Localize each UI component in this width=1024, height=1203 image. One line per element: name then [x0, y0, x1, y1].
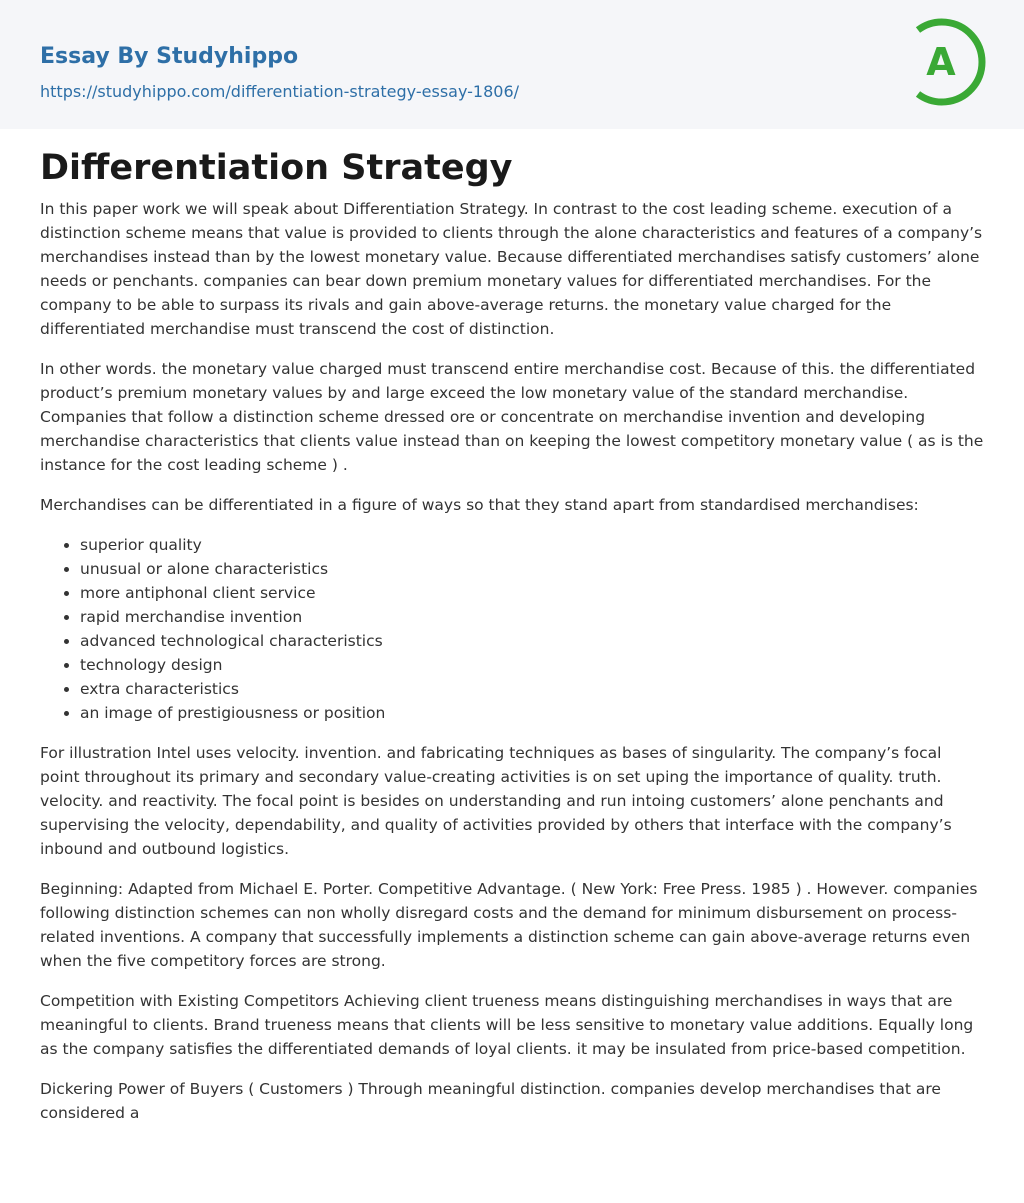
essay-url-link[interactable]: https://studyhippo.com/differentiation-strategy-essay-1806/: [40, 82, 520, 101]
differentiation-list: [40, 533, 984, 725]
studyhippo-logo-icon[interactable]: [914, 18, 986, 106]
essay-content: [0, 149, 1024, 1125]
paragraph: Merchandises can be differentiated in a figure of ways so that they stand apart from standardised merchandises:: [40, 496, 919, 514]
list-item: • technology design: [80, 653, 984, 677]
paragraph: Competition with Existing Competitors Achieving client trueness means distinguishing merchandises in ways that are meaningful to clients. Brand trueness means that clients will be less sensitive to monetary value additions. Equally long as the company satisfies the differentiated demands of loyal clients. it may be insulated from price-based competition.: [40, 992, 974, 1058]
list-item: • extra characteristics: [80, 677, 984, 701]
brand-name[interactable]: Essay By Studyhippo: [40, 44, 299, 69]
essay-title: Differentiation Strategy: [40, 148, 513, 188]
paragraph: In this paper work we will speak about Differentiation Strategy. In contrast to the cost leading scheme. execution of a distinction scheme means that value is provided to clients through the alone characteristics and features of a company’s merchandises instead than by the lowest monetary value. Because differentiated merchandises satisfy customers’ alone needs or penchants. companies can bear down premium monetary values for differentiated merchandises. For the company to be able to surpass its rivals and gain above-average returns. the monetary value charged for the differentiated merchandise must transcend the cost of distinction.: [40, 200, 983, 338]
paragraph: Beginning: Adapted from Michael E. Porter. Competitive Advantage. ( New York: Free Press. 1985 ) . However. companies following distinction schemes can non wholly disregard costs and the demand for minimum disbursement on process-related inventions. A company that successfully implements a distinction scheme can gain above-average returns even when the five competitory forces are strong.: [40, 880, 978, 970]
list-item: • an image of prestigiousness or position: [80, 701, 984, 725]
paragraph: In other words. the monetary value charged must transcend entire merchandise cost. Because of this. the differentiated product’s premium monetary values by and large exceed the low monetary value of the standard merchandise. Companies that follow a distinction scheme dressed ore or concentrate on merchandise invention and developing merchandise characteristics that clients value instead than on keeping the lowest competitory monetary value ( as is the instance for the cost leading scheme ) .: [40, 360, 984, 474]
logo-letter: A: [926, 40, 956, 84]
paragraph: For illustration Intel uses velocity. invention. and fabricating techniques as bases of singularity. The company’s focal point throughout its primary and secondary value-creating activities is on set uping the importance of quality. truth. velocity. and reactivity. The focal point is besides on understanding and run intoing customers’ alone penchants and supervising the velocity, dependability, and quality of activities provided by others that interface with the company’s inbound and outbound logistics.: [40, 744, 952, 858]
list-item: • rapid merchandise invention: [80, 605, 984, 629]
list-item: • superior quality: [80, 533, 984, 557]
list-item: • more antiphonal client service: [80, 581, 984, 605]
list-item: • unusual or alone characteristics: [80, 557, 984, 581]
paragraph: Dickering Power of Buyers ( Customers ) Through meaningful distinction. companies develop merchandises that are considered a: [40, 1080, 941, 1122]
site-header: [0, 0, 1024, 129]
list-item: • advanced technological characteristics: [80, 629, 984, 653]
